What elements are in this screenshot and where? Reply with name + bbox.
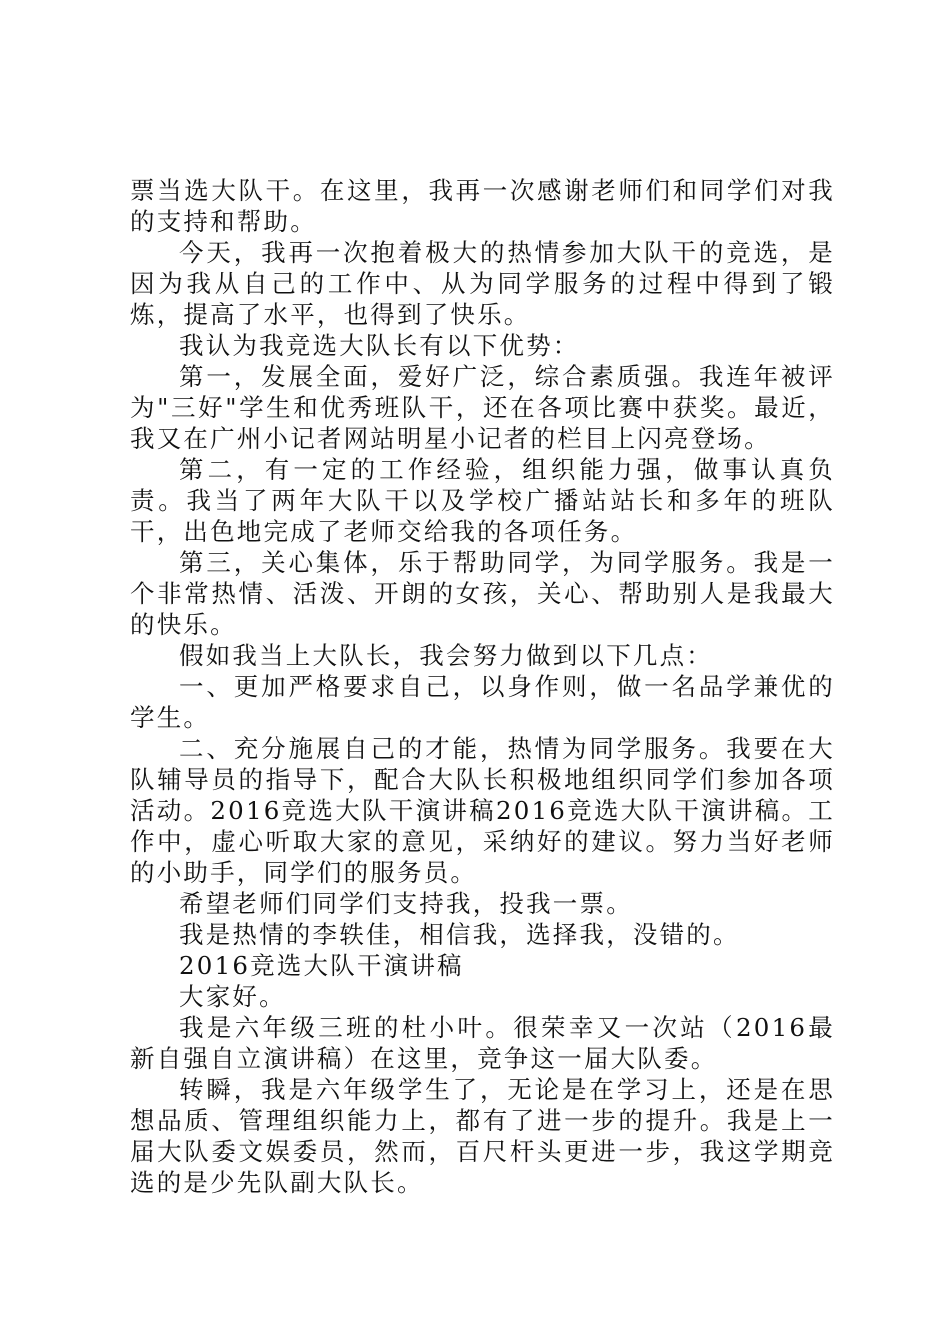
paragraph: 转瞬，我是六年级学生了，无论是在学习上，还是在思想品质、管理组织能力上，都有了进一步的提升。我是上一届大队委文娱委员，然而，百尺杆头更进一步，我这学期竞选的是少先队副大队长。 bbox=[130, 1075, 835, 1197]
paragraph: 我是六年级三班的杜小叶。很荣幸又一次站（2016最新自强自立演讲稿）在这里，竞争这一届大队委。 bbox=[130, 1013, 835, 1073]
paragraph: 我认为我竞选大队长有以下优势： bbox=[179, 331, 580, 360]
paragraph: 我是热情的李轶佳，相信我，选择我，没错的。 bbox=[179, 920, 740, 949]
paragraph-continuation: 票当选大队干。在这里，我再一次感谢老师们和同学们对我的支持和帮助。 bbox=[130, 176, 835, 236]
paragraph: 今天，我再一次抱着极大的热情参加大队干的竞选，是因为我从自己的工作中、从为同学服务的过程中得到了锻炼，提高了水平，也得到了快乐。 bbox=[130, 238, 835, 329]
greeting: 大家好。 bbox=[179, 982, 286, 1011]
section-title: 2016竞选大队干演讲稿 bbox=[179, 951, 464, 980]
paragraph: 希望老师们同学们支持我，投我一票。 bbox=[179, 889, 633, 918]
paragraph: 一、更加严格要求自己，以身作则，做一名品学兼优的学生。 bbox=[130, 672, 835, 732]
paragraph: 第三，关心集体，乐于帮助同学，为同学服务。我是一个非常热情、活泼、开朗的女孩，关心、帮助别人是我最大的快乐。 bbox=[130, 548, 835, 639]
paragraph: 二、充分施展自己的才能，热情为同学服务。我要在大队辅导员的指导下，配合大队长积极地组织同学们参加各项活动。2016竞选大队干演讲稿2016竞选大队干演讲稿。工作中，虚心听取大家的意见，采纳好的建议。努力当好老师的小助手，同学们的服务员。 bbox=[130, 734, 835, 887]
paragraph: 第一，发展全面，爱好广泛，综合素质强。我连年被评为"三好"学生和优秀班队干，还在各项比赛中获奖。最近，我又在广州小记者网站明星小记者的栏目上闪亮登场。 bbox=[130, 362, 835, 453]
paragraph: 假如我当上大队长，我会努力做到以下几点： bbox=[179, 641, 713, 670]
paragraph: 第二，有一定的工作经验，组织能力强，做事认真负责。我当了两年大队干以及学校广播站站长和多年的班队干，出色地完成了老师交给我的各项任务。 bbox=[130, 455, 835, 546]
document-body bbox=[130, 175, 835, 1198]
